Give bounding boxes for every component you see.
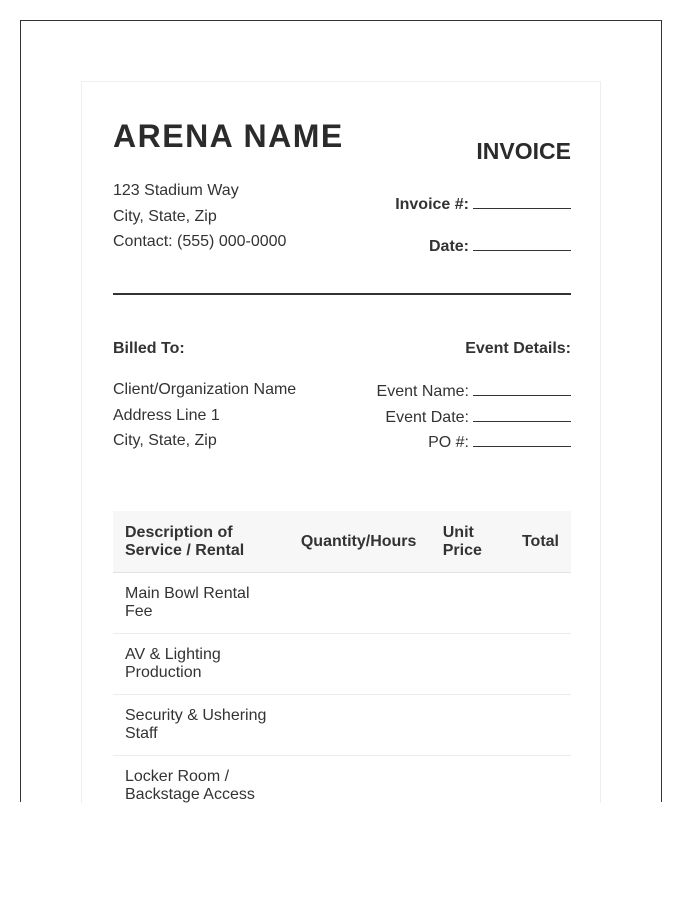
services-table bbox=[113, 511, 571, 816]
address-street: 123 Stadium Way bbox=[113, 182, 239, 199]
invoice-sheet bbox=[81, 81, 601, 803]
col-description: Description of Service / Rental bbox=[113, 511, 289, 573]
row-unit-price bbox=[431, 756, 510, 817]
col-unit-price: Unit Price bbox=[431, 511, 510, 573]
row-description: Main Bowl Rental Fee bbox=[113, 573, 289, 634]
row-description: Locker Room / Backstage Access bbox=[125, 768, 255, 803]
col-total: Total bbox=[510, 511, 571, 573]
event-date-field bbox=[385, 407, 571, 427]
date-label: Date: bbox=[428, 238, 469, 255]
col-quantity: Quantity/Hours bbox=[289, 511, 431, 573]
row-unit-price bbox=[431, 573, 510, 634]
table-row bbox=[113, 756, 571, 817]
billed-to-heading: Billed To: bbox=[113, 340, 185, 357]
billing-city: City, State, Zip bbox=[113, 432, 217, 449]
po-number-field bbox=[428, 432, 571, 452]
event-name-field bbox=[377, 381, 571, 401]
arena-name: ARENA NAME bbox=[113, 118, 344, 154]
event-date-label: Event Date: bbox=[385, 409, 469, 426]
invoice-title: INVOICE bbox=[476, 138, 571, 164]
invoice-number-label: Invoice #: bbox=[395, 196, 469, 213]
billing-address: Address Line 1 bbox=[113, 407, 220, 424]
row-unit-price bbox=[431, 695, 510, 756]
row-unit-price bbox=[431, 634, 510, 695]
row-total bbox=[510, 756, 571, 817]
row-quantity bbox=[289, 634, 431, 695]
address-contact: Contact: (555) 000-0000 bbox=[113, 233, 287, 250]
row-total bbox=[510, 695, 571, 756]
invoice-number-field bbox=[395, 194, 571, 214]
row-total bbox=[510, 573, 571, 634]
po-number-label: PO #: bbox=[428, 434, 469, 451]
event-date-blank bbox=[473, 407, 571, 422]
table-row bbox=[113, 695, 571, 756]
event-name-blank bbox=[473, 381, 571, 396]
date-field bbox=[429, 236, 571, 256]
row-total bbox=[510, 634, 571, 695]
invoice-number-blank bbox=[473, 194, 571, 209]
billing-client: Client/Organization Name bbox=[113, 381, 297, 398]
event-name-label: Event Name: bbox=[376, 383, 469, 400]
header-divider bbox=[113, 293, 571, 295]
row-quantity bbox=[289, 695, 431, 756]
row-description: Security & Ushering Staff bbox=[113, 695, 289, 756]
event-details-heading: Event Details: bbox=[465, 340, 571, 357]
row-description: AV & Lighting Production bbox=[113, 634, 289, 695]
address-city: City, State, Zip bbox=[113, 208, 217, 225]
table-row bbox=[113, 573, 571, 634]
table-header-row bbox=[113, 511, 571, 573]
row-quantity bbox=[289, 756, 431, 817]
date-blank bbox=[473, 236, 571, 251]
po-number-blank bbox=[473, 432, 571, 447]
table-row bbox=[113, 634, 571, 695]
row-quantity bbox=[289, 573, 431, 634]
